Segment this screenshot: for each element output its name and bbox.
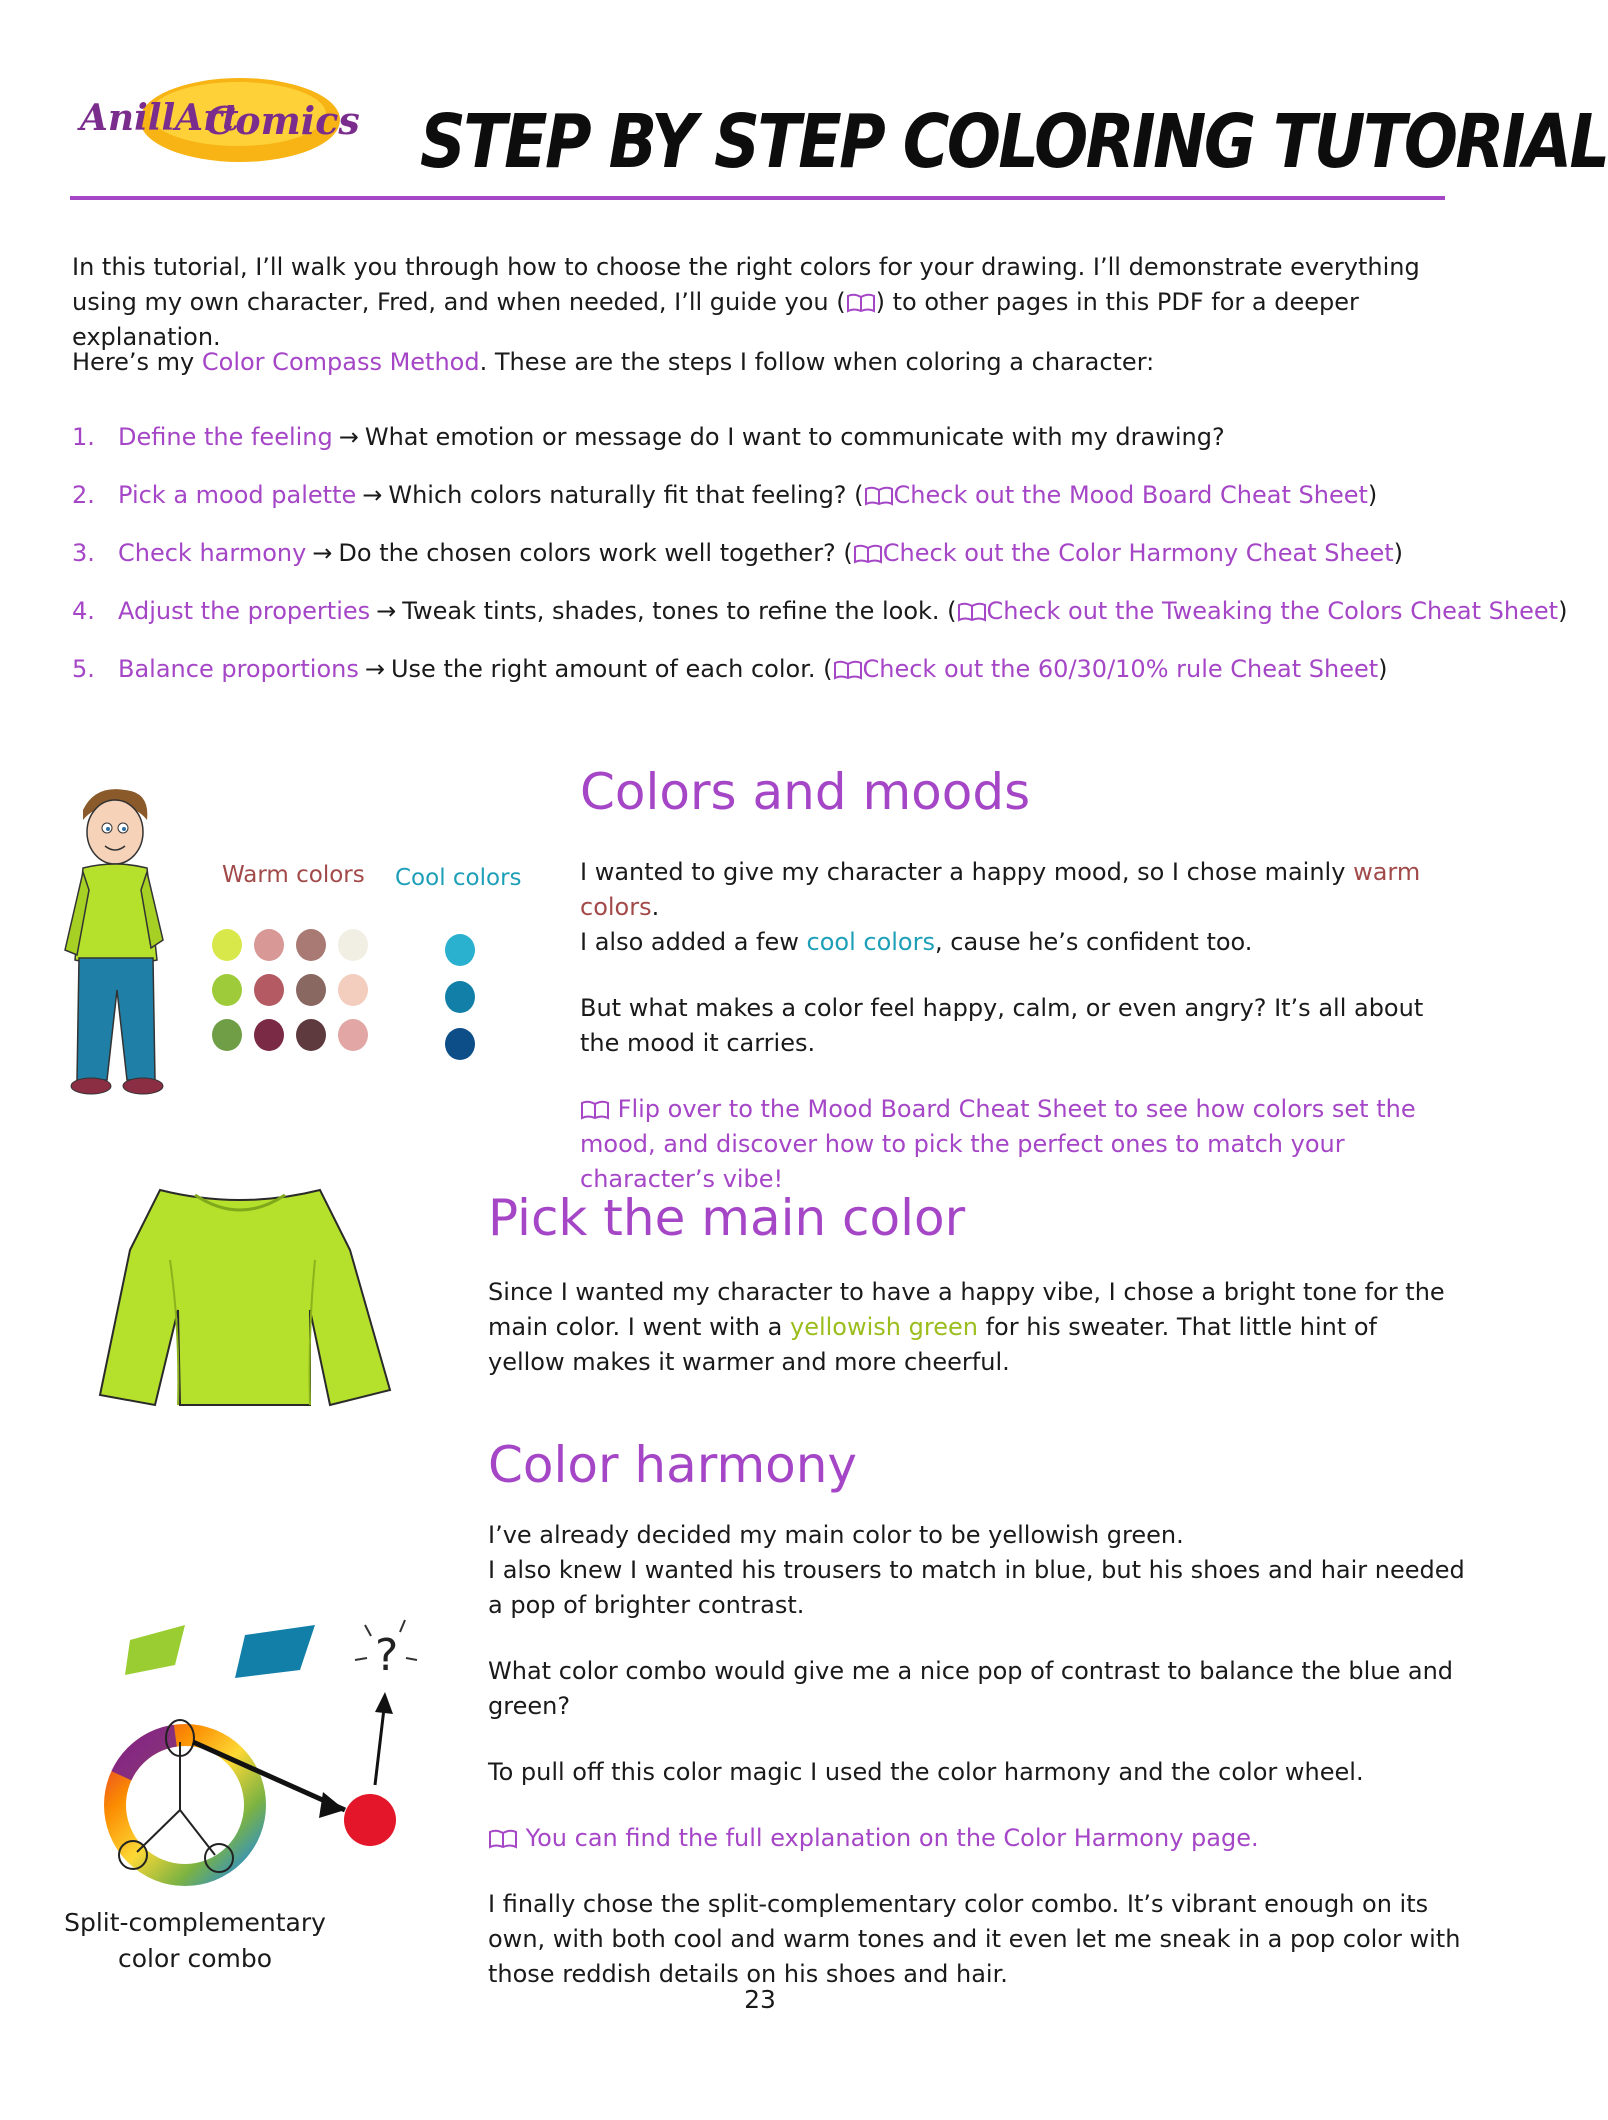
blue-swatch-stroke [235, 1625, 315, 1678]
cheat-sheet-link[interactable]: Check out the Color Harmony Cheat Sheet [882, 539, 1394, 567]
color-swatches [205, 925, 545, 1065]
cool-color-swatch [445, 981, 475, 1013]
text: , cause he’s confident too. [934, 928, 1253, 956]
moods-paragraph-2: But what makes a color feel happy, calm, or even angry? It’s all about the mood it carries. [580, 994, 1424, 1057]
arrow-icon: → [376, 597, 397, 625]
main-color-paragraph [488, 1275, 1448, 1380]
warm-colors-label: Warm colors [222, 862, 365, 888]
warm-color-swatch [296, 974, 326, 1006]
cool-color-swatch [445, 934, 475, 966]
color-wheel-caption [60, 1905, 330, 1977]
close-paren: ) [1367, 481, 1378, 509]
page-title: STEP BY STEP COLORING TUTORIAL [420, 99, 1608, 185]
warm-color-swatch [212, 974, 242, 1006]
warm-colors-highlight: warm colors [580, 858, 1421, 921]
step-text: Tweak tints, shades, tones to refine the look. ( [402, 597, 957, 625]
red-accent-dot [344, 1794, 396, 1846]
arrow-icon: → [312, 539, 333, 567]
main-color-text [488, 1275, 1448, 1411]
harmony-cheat-sheet-note[interactable] [488, 1821, 1478, 1856]
color-harmony-text [488, 1518, 1478, 2023]
cool-color-swatch [445, 1028, 475, 1060]
step-number: 1. [72, 423, 95, 451]
text: I wanted to give my character a happy mood, so I chose mainly [580, 858, 1354, 886]
cheat-sheet-link[interactable]: Check out the Mood Board Cheat Sheet [893, 481, 1368, 509]
cool-colors-label: Cool colors [395, 865, 522, 891]
text: . [651, 893, 660, 921]
list-item [72, 652, 1472, 710]
mood-board-link[interactable]: Flip over to the Mood Board Cheat Sheet to see how colors set the mood, and discover how to pick the perfect ones to match your character’s vibe! [580, 1095, 1416, 1193]
cheat-sheet-link[interactable]: Check out the Tweaking the Colors Cheat Sheet [986, 597, 1559, 625]
moods-paragraph-1 [580, 855, 1440, 960]
warm-color-swatch [296, 929, 326, 961]
method-paragraph [72, 345, 1432, 380]
intro-text-end: ) to other pages in this PDF for a deeper explanation. [72, 288, 1359, 351]
method-prefix: Here’s my [72, 348, 202, 376]
logo [70, 68, 360, 166]
step-number: 2. [72, 481, 95, 509]
arrow-icon: → [362, 481, 383, 509]
warm-color-swatch [338, 929, 368, 961]
header-divider [70, 196, 1445, 200]
section-heading-color-harmony: Color harmony [488, 1436, 858, 1494]
intro-paragraph [72, 250, 1432, 355]
step-text: Do the chosen colors work well together? ( [338, 539, 853, 567]
warm-color-swatch [212, 929, 242, 961]
color-harmony-link[interactable]: You can find the full explanation on the Color Harmony page. [525, 1824, 1259, 1852]
book-icon [846, 293, 876, 313]
harmony-paragraph-5: I finally chose the split-complementary color combo. It’s vibrant enough on its own, with both cool and warm tones and it even let me sneak in a pop color with those reddish details on his shoes and hair. [488, 1890, 1461, 1988]
close-paren: ) [1558, 597, 1568, 625]
yellowish-green-highlight: yellowish green [789, 1313, 978, 1341]
step-text: Which colors naturally fit that feeling? ( [388, 481, 864, 509]
warm-color-swatch [254, 1019, 284, 1051]
step-number: 3. [72, 539, 95, 567]
close-paren: ) [1378, 655, 1388, 683]
list-item [72, 478, 1472, 536]
harmony-paragraph-3: To pull off this color magic I used the color harmony and the color wheel. [488, 1758, 1364, 1786]
page-number: 23 [744, 1985, 776, 2014]
text: Since I wanted my character to have a happy vibe, I chose a bright tone for the main color. I went with a [488, 1278, 1445, 1341]
warm-color-swatch [296, 1019, 326, 1051]
arrow-icon: → [338, 423, 359, 451]
intro-text: In this tutorial, I’ll walk you through how to choose the right colors for your drawing. I’ll demonstrate everything using my own character, Fred, and when needed, I’ll guide you ( [72, 253, 1420, 316]
book-icon [864, 486, 894, 506]
text: I also added a few [580, 928, 807, 956]
text: I’ve already decided my main color to be yellowish green. [488, 1521, 1184, 1549]
warm-color-swatch [212, 1019, 242, 1051]
step-title: Pick a mood palette [118, 481, 357, 509]
cool-colors-highlight: cool colors [806, 928, 935, 956]
book-icon [580, 1100, 610, 1120]
logo-art [70, 68, 360, 166]
book-icon [488, 1829, 518, 1849]
harmony-paragraph-1 [488, 1518, 1478, 1623]
caption-line-2: color combo [117, 1944, 273, 1973]
moods-cheat-sheet-note[interactable] [580, 1092, 1440, 1197]
harmony-paragraph-2: What color combo would give me a nice pop of contrast to balance the blue and green? [488, 1657, 1454, 1720]
question-mark: ? [375, 1630, 399, 1681]
list-item [72, 420, 1472, 478]
warm-color-swatch [338, 974, 368, 1006]
close-paren: ) [1393, 539, 1404, 567]
steps-list [72, 420, 1568, 710]
text: I also knew I wanted his trousers to match in blue, but his shoes and hair needed a pop of brighter contrast. [488, 1556, 1465, 1619]
method-name: Color Compass Method [201, 348, 480, 376]
step-text: Use the right amount of each color. ( [390, 655, 833, 683]
fred-character-illustration [55, 780, 205, 1110]
step-number: 4. [72, 597, 95, 625]
step-title: Define the feeling [118, 423, 333, 451]
step-number: 5. [72, 655, 95, 683]
step-title: Adjust the properties [118, 597, 371, 625]
step-title: Balance proportions [118, 655, 359, 683]
book-icon [957, 602, 987, 622]
list-item [72, 594, 1568, 652]
warm-color-swatch [254, 929, 284, 961]
arrow-icon: → [364, 655, 385, 683]
method-suffix: . These are the steps I follow when coloring a character: [479, 348, 1155, 376]
book-icon [853, 544, 883, 564]
colors-moods-text [580, 855, 1440, 1228]
section-heading-main-color: Pick the main color [488, 1189, 966, 1247]
warm-color-swatch [338, 1019, 368, 1051]
step-text: What emotion or message do I want to communicate with my drawing? [364, 423, 1225, 451]
cheat-sheet-link[interactable]: Check out the 60/30/10% rule Cheat Sheet [862, 655, 1379, 683]
warm-color-swatch [254, 974, 284, 1006]
caption-line-1: Split-complementary [64, 1908, 326, 1937]
green-swatch-stroke [125, 1625, 185, 1675]
list-item [72, 536, 1472, 594]
book-icon [833, 660, 863, 680]
step-title: Check harmony [118, 539, 307, 567]
sweater-illustration [100, 1190, 390, 1405]
logo-text-2: Comics [205, 98, 360, 143]
text: for his sweater. That little hint of yellow makes it warmer and more cheerful. [488, 1313, 1378, 1376]
section-heading-colors-moods: Colors and moods [580, 763, 1031, 821]
color-wheel-diagram [75, 1570, 445, 1900]
logo-text-1: AnillArt [80, 97, 239, 139]
